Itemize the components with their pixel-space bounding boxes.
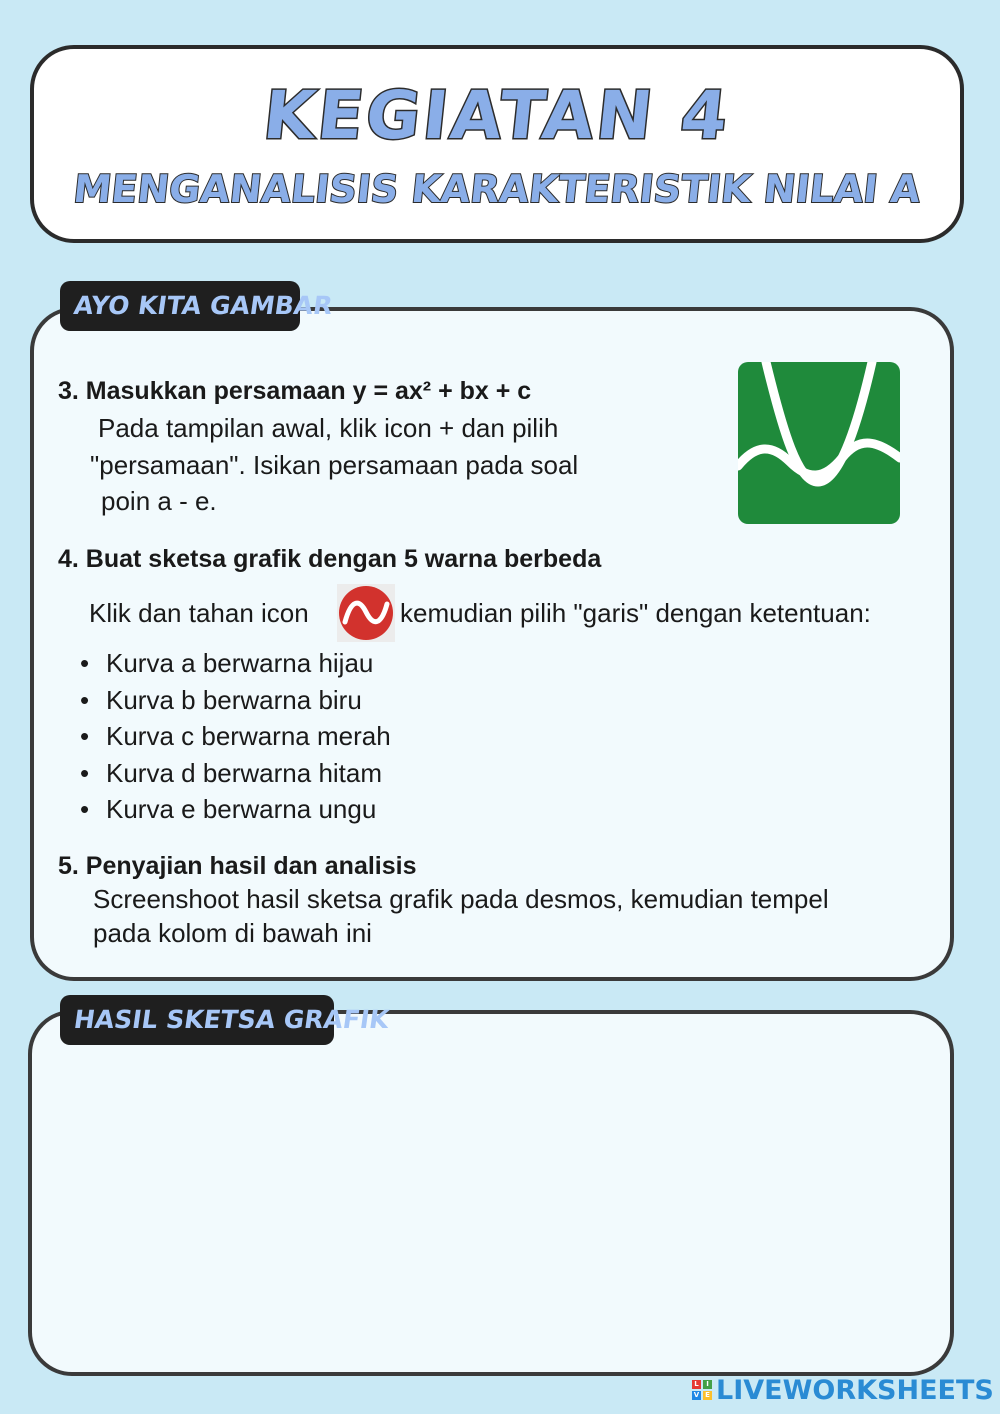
list-item-label: Kurva d berwarna hitam [106,757,383,788]
list-item-label: Kurva c berwarna merah [106,721,391,751]
list-item: • Kurva c berwarna merah [80,721,391,751]
brand-letter: L [692,1380,701,1389]
step-5-line-2: pada kolom di bawah ini [93,918,372,948]
desmos-logo-icon [738,362,900,524]
liveworksheets-brand[interactable] [692,1375,994,1405]
step-5-line-1: Screenshoot hasil sketsa grafik pada desmos, kemudian tempel [93,884,829,914]
list-item: • Kurva d berwarna hitam [80,757,383,788]
title-card [30,45,964,243]
list-item: • Kurva b berwarna biru [80,684,362,715]
list-item-label: Kurva e berwarna ungu [106,794,377,824]
section-tag-label: AYO KITA GAMBAR [72,291,335,320]
step-3-line-3: poin a - e. [101,486,217,516]
curve-color-list [80,645,391,828]
step-4-instruction-before: Klik dan tahan icon [89,598,309,628]
brand-name: LIVEWORKSHEETS [716,1374,994,1406]
brand-logo-icon [692,1380,712,1400]
step-3-line-2: "persamaan". Isikan persamaan pada soal [90,450,579,480]
step-3-heading: 3. Masukkan persamaan y = ax² + bx + c [58,377,532,405]
list-item: • Kurva a berwarna hijau [80,648,374,678]
brand-letter: V [693,1391,700,1399]
list-item-label: Kurva a berwarna hijau [106,648,374,678]
section-tag-hasil-sketsa-grafik [60,995,391,1045]
step-4-instruction-after: kemudian pilih "garis" dengan ketentuan: [400,598,871,628]
list-item-label: Kurva b berwarna biru [106,684,362,715]
brand-letter: E [703,1391,712,1400]
section-tag-label: HASIL SKETSA GRAFIK [72,1005,391,1034]
curve-style-icon [337,584,395,642]
page-subtitle: MENGANALISIS KARAKTERISTIK NILAI A [71,167,923,211]
brand-letter: I [703,1380,712,1389]
step-3-line-1: Pada tampilan awal, klik icon + dan pilih [98,413,559,443]
result-paste-area[interactable] [28,1010,954,1376]
step-4-heading: 4. Buat sketsa grafik dengan 5 warna berbeda [58,545,602,573]
page-title: KEGIATAN 4 [259,77,735,154]
step-5-heading: 5. Penyajian hasil dan analisis [58,852,417,880]
list-item: • Kurva e berwarna ungu [80,794,377,824]
section-tag-ayo-kita-gambar [60,281,335,331]
